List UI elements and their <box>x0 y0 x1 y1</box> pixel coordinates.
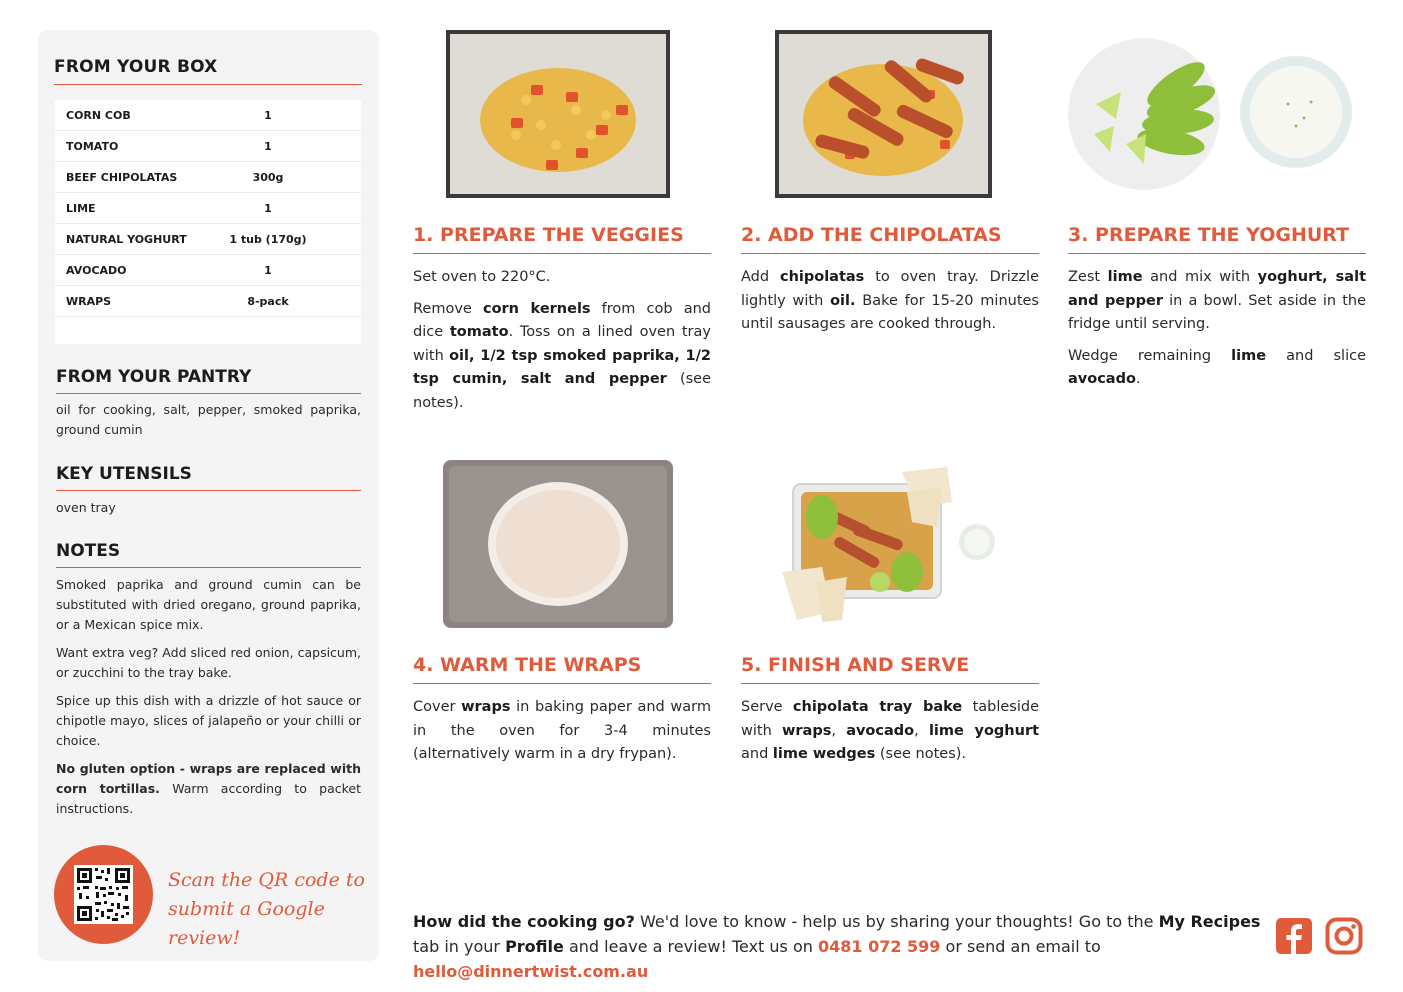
text-bold: avocado <box>1068 371 1136 387</box>
wraps-tray-photo <box>443 460 673 628</box>
step-2-heading: 2. ADD THE CHIPOLATAS <box>741 224 1039 254</box>
gluten-note-rest: Warm according to packet instructions. <box>56 781 361 816</box>
step-3-heading: 3. PREPARE THE YOGHURT <box>1068 224 1366 254</box>
text-run: and leave a review! Text us on <box>563 937 818 956</box>
scan-line-1: Scan the QR code to <box>168 869 365 891</box>
text-run: Remove <box>413 300 483 317</box>
text-bold: chipolatas <box>779 269 865 285</box>
instagram-icon[interactable] <box>1325 917 1363 955</box>
step-3-method <box>1068 266 1366 337</box>
step-1-method <box>413 298 711 416</box>
text-bold: wraps <box>782 722 832 739</box>
text-run: in baking paper and warm in the oven for 3-4 minutes (alternatively warm in a dry frypan). <box>413 699 711 762</box>
text-run: . <box>1135 371 1141 387</box>
text-bold: oil. <box>830 292 856 309</box>
text-run: , <box>831 722 847 739</box>
text-run: Wedge remaining <box>1068 347 1232 364</box>
text-bold: lime yoghurt <box>928 722 1040 739</box>
facebook-icon[interactable] <box>1275 917 1313 955</box>
table-row <box>55 224 361 255</box>
text-run: Bake for 15-20 minutes until sausages are cooked through. <box>741 292 1039 332</box>
ingredient-qty: 1 <box>264 108 272 122</box>
ingredient-qty: 1 <box>264 201 272 215</box>
text-bold: chipolata tray bake <box>792 699 963 715</box>
ingredient-name: BEEF CHIPOLATAS <box>66 170 178 184</box>
step-2-body <box>741 266 1039 345</box>
text-run: , <box>914 722 929 739</box>
text-run: (see notes). <box>413 371 711 411</box>
table-row <box>55 162 361 193</box>
gluten-note <box>56 759 361 819</box>
footer-question: How did the cooking go? <box>413 912 635 931</box>
feedback-footer <box>413 909 1263 984</box>
text-run: to oven tray. Drizzle lightly with <box>741 269 1039 309</box>
ingredient-qty: 1 <box>264 139 272 153</box>
text-run: or send an email to <box>940 937 1101 956</box>
step-4-body <box>413 696 711 775</box>
email-link[interactable]: hello@dinnertwist.com.au <box>413 962 649 981</box>
note-paragraph: Smoked paprika and ground cumin can be substituted with dried oregano, ground paprika, or a Mexican spice mix. <box>56 577 361 632</box>
ingredient-qty: 300g <box>252 170 284 184</box>
text-bold: yoghurt, salt and pepper <box>1068 269 1366 309</box>
text-bold: lime wedges <box>772 746 876 762</box>
notes-heading: NOTES <box>56 541 361 568</box>
step-4-heading: 4. WARM THE WRAPS <box>413 654 711 684</box>
ingredient-qty: 8-pack <box>247 294 289 308</box>
text-run: Serve <box>741 699 793 715</box>
text-bold: wraps <box>461 699 511 715</box>
table-row <box>55 131 361 162</box>
ingredient-name: WRAPS <box>66 294 112 308</box>
ingredient-qty: 1 <box>264 263 272 277</box>
step-3-body <box>1068 266 1366 400</box>
text-run: and slice <box>1266 347 1366 364</box>
my-recipes-link[interactable]: My Recipes <box>1158 912 1261 931</box>
text-bold: corn kernels <box>482 300 591 317</box>
text-bold: tomato <box>449 324 509 340</box>
pantry-heading: FROM YOUR PANTRY <box>56 367 361 394</box>
table-row <box>55 286 361 317</box>
ingredient-name: TOMATO <box>66 139 119 153</box>
text-run: tableside with <box>741 699 1039 739</box>
scan-line-2: submit a Google review! <box>168 898 325 949</box>
chipolatas-tray-photo <box>775 30 992 198</box>
text-run: We'd love to know - help us by sharing your thoughts! Go to the <box>634 912 1159 931</box>
step-3-wedge <box>1068 345 1366 392</box>
profile-link[interactable]: Profile <box>505 937 564 956</box>
gluten-note-bold: No gluten option - wraps are replaced with corn tortillas. <box>56 761 361 796</box>
notes-body <box>56 575 361 827</box>
ingredients-table <box>55 100 361 344</box>
qr-code-icon[interactable] <box>74 865 133 924</box>
qr-badge[interactable] <box>54 845 153 944</box>
step-1-oven: Set oven to 220°C. <box>413 269 551 285</box>
text-run: Zest <box>1068 269 1108 285</box>
table-row <box>55 193 361 224</box>
text-run: Add <box>741 269 780 285</box>
text-bold: lime <box>1231 347 1267 364</box>
text-run: (see notes). <box>875 746 967 762</box>
ingredient-name: LIME <box>66 201 96 215</box>
ingredient-qty: 1 tub (170g) <box>229 232 307 246</box>
step-1-heading: 1. PREPARE THE VEGGIES <box>413 224 711 254</box>
utensils-heading: KEY UTENSILS <box>56 464 361 491</box>
ingredient-name: AVOCADO <box>66 263 127 277</box>
text-run: and mix with <box>1142 269 1258 285</box>
step-1-body <box>413 266 711 423</box>
ingredient-name: CORN COB <box>66 108 131 122</box>
step-5-method <box>741 696 1039 767</box>
text-bold: lime <box>1107 269 1143 285</box>
table-row <box>55 255 361 286</box>
step-5-heading: 5. FINISH AND SERVE <box>741 654 1039 684</box>
ingredient-name: NATURAL YOGHURT <box>66 232 187 246</box>
text-bold: oil, 1/2 tsp smoked paprika, 1/2 tsp cumin, salt and pepper <box>413 347 711 387</box>
step-5-body <box>741 696 1039 775</box>
table-row <box>55 100 361 131</box>
veggies-tray-photo <box>446 30 670 198</box>
text-bold: avocado <box>846 722 915 739</box>
scan-qr-prompt <box>168 866 368 953</box>
phone-link[interactable]: 0481 072 599 <box>817 937 941 956</box>
from-your-box-heading: FROM YOUR BOX <box>54 57 362 85</box>
step-4-method <box>413 696 711 767</box>
text-run: and <box>741 746 773 762</box>
text-run: tab in your <box>413 937 506 956</box>
utensils-text: oven tray <box>56 500 116 515</box>
finished-dish-photo <box>777 462 999 626</box>
text-run: . Toss on a lined oven tray with <box>413 324 711 364</box>
step-2-method <box>741 266 1039 337</box>
text-run: from cob and dice <box>413 300 711 340</box>
note-paragraph: Spice up this dish with a drizzle of hot sauce or chipotle mayo, slices of jalapeño or your chilli or choice. <box>56 693 361 748</box>
text-run: Cover <box>413 699 462 715</box>
text-run: in a bowl. Set aside in the fridge until serving. <box>1068 292 1366 332</box>
pantry-text: oil for cooking, salt, pepper, smoked paprika, ground cumin <box>56 402 361 437</box>
note-paragraph: Want extra veg? Add sliced red onion, capsicum, or zucchini to the tray bake. <box>56 645 361 680</box>
sidebar-panel <box>38 30 379 961</box>
yoghurt-avocado-photo <box>1066 34 1356 194</box>
